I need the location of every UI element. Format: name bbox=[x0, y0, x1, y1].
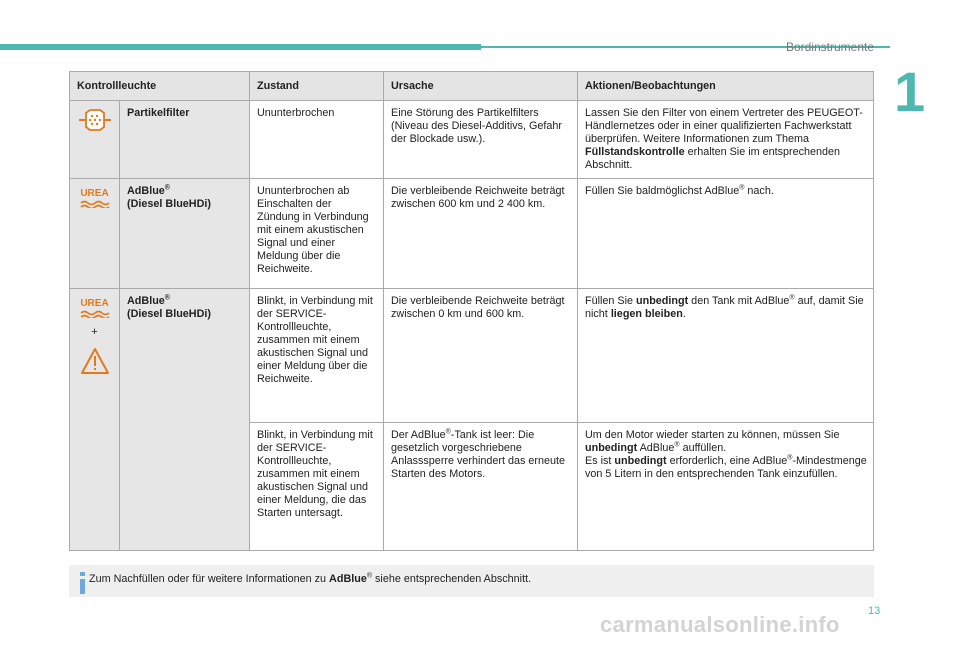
state-cell: Ununterbrochen ab Einschalten der Zündung in Verbindung mit einem akustischen Signal und einer Meldung über die Reichweite. bbox=[250, 179, 384, 289]
action-cell bbox=[578, 289, 874, 423]
registered-mark: ® bbox=[789, 294, 795, 302]
action-bold: unbedingt bbox=[636, 295, 689, 307]
cause-text: -Tank ist leer: Die gesetzlich vorgeschriebene Anlasssperre verhindert das erneute Starten des Motors. bbox=[391, 429, 566, 480]
registered-mark: ® bbox=[674, 441, 680, 449]
info-text-part: siehe entsprechenden Abschnitt. bbox=[372, 573, 532, 585]
info-box bbox=[69, 565, 874, 597]
wave-icon bbox=[80, 200, 110, 208]
column-header-aktionen: Aktionen/Beobachtungen bbox=[578, 72, 874, 101]
light-name bbox=[120, 179, 250, 289]
watermark: carmanualsonline.info bbox=[600, 612, 840, 637]
cause-cell: Die verbleibende Reichweite beträgt zwischen 0 km und 600 km. bbox=[384, 289, 578, 423]
registered-mark: ® bbox=[164, 184, 170, 192]
urea-warning-icon bbox=[80, 298, 110, 318]
chapter-number: 1 bbox=[894, 60, 926, 123]
name-adblue: AdBlue bbox=[127, 185, 165, 197]
service-warning-icon bbox=[80, 347, 110, 375]
top-accent-bar bbox=[0, 44, 481, 50]
registered-mark: ® bbox=[445, 428, 451, 436]
light-name: Partikelfilter bbox=[120, 101, 250, 179]
state-cell: Blinkt, in Verbindung mit der SERVICE-Kontrollleuchte, zusammen mit einem akustischen Signal und einer Meldung, die das Starten untersagt. bbox=[250, 423, 384, 551]
name-sub: (Diesel BlueHDi) bbox=[127, 198, 211, 210]
action-bold: liegen bleiben bbox=[610, 308, 683, 320]
cause-cell: Die verbleibende Reichweite beträgt zwischen 600 km und 2 400 km. bbox=[384, 179, 578, 289]
info-text-part: Zum Nachfüllen oder für weitere Informationen zu bbox=[89, 573, 330, 585]
action-text: Lassen Sie den Filter von einem Vertreter des PEUGEOT-Händlernetzes oder in einer qualifizierten Fachwerkstatt überprüfen. Weitere Informationen zum Thema bbox=[585, 107, 863, 145]
urea-icon-cell bbox=[70, 179, 120, 289]
action-bold: Füllstandskontrolle bbox=[585, 146, 685, 158]
action-cell bbox=[578, 179, 874, 289]
section-title: Bordinstrumente bbox=[785, 40, 874, 54]
info-icon bbox=[76, 572, 90, 594]
urea-service-icon-cell bbox=[70, 289, 120, 551]
table-header-row bbox=[70, 72, 874, 101]
action-text: Füllen Sie bbox=[585, 295, 637, 307]
column-header-kontrollleuchte: Kontrollleuchte bbox=[70, 72, 250, 101]
action-text: nach. bbox=[744, 185, 774, 197]
action-text: . bbox=[682, 308, 686, 320]
registered-mark: ® bbox=[739, 184, 745, 192]
cause-cell: Eine Störung des Partikelfilters (Niveau des Diesel-Additivs, Gefahr der Blockade usw.). bbox=[384, 101, 578, 179]
action-text: -Mindestmenge von 5 Litern in den entsprechenden Tank einzufüllen. bbox=[585, 455, 867, 480]
cause-cell bbox=[384, 423, 578, 551]
action-bold: unbedingt bbox=[614, 455, 667, 467]
table-row bbox=[70, 179, 874, 289]
registered-mark: ® bbox=[164, 294, 170, 302]
registered-mark: ® bbox=[366, 572, 373, 580]
state-cell: Blinkt, in Verbindung mit der SERVICE-Kontrollleuchte, zusammen mit einem akustischen Signal und einer Meldung über die Reichweite. bbox=[250, 289, 384, 423]
urea-icon-label: UREA bbox=[80, 188, 109, 199]
name-sub: (Diesel BlueHDi) bbox=[127, 308, 211, 320]
info-bold: AdBlue bbox=[329, 573, 367, 585]
state-cell: Ununterbrochen bbox=[250, 101, 384, 179]
action-text: erhalten Sie im entsprechenden Abschnitt. bbox=[585, 146, 841, 171]
plus-sign: + bbox=[91, 326, 98, 338]
registered-mark: ® bbox=[787, 454, 793, 462]
action-text: auffüllen. bbox=[679, 442, 727, 454]
action-bold: unbedingt bbox=[585, 442, 638, 454]
action-text: AdBlue bbox=[637, 442, 675, 454]
name-adblue: AdBlue bbox=[127, 295, 165, 307]
table-row bbox=[70, 101, 874, 179]
action-cell bbox=[578, 423, 874, 551]
column-header-zustand: Zustand bbox=[250, 72, 384, 101]
particle-filter-icon-cell bbox=[70, 101, 120, 179]
cause-text: Der AdBlue bbox=[391, 429, 446, 441]
action-text: Um den Motor wieder starten zu können, müssen Sie bbox=[585, 429, 840, 441]
page-number: 13 bbox=[868, 605, 881, 617]
table-row bbox=[70, 289, 874, 423]
action-text: Es ist bbox=[585, 455, 615, 467]
light-name bbox=[120, 289, 250, 551]
column-header-ursache: Ursache bbox=[384, 72, 578, 101]
urea-warning-icon bbox=[80, 188, 110, 208]
action-text: auf, damit Sie nicht bbox=[585, 295, 864, 320]
action-cell bbox=[578, 101, 874, 179]
particle-filter-icon bbox=[78, 109, 112, 131]
action-text: erforderlich, eine AdBlue bbox=[666, 455, 788, 467]
action-text: den Tank mit AdBlue bbox=[688, 295, 790, 307]
info-text bbox=[89, 573, 531, 585]
action-text: Füllen Sie baldmöglichst AdBlue bbox=[585, 185, 740, 197]
warning-lights-table bbox=[69, 71, 874, 551]
urea-icon-label: UREA bbox=[80, 298, 109, 309]
wave-icon bbox=[80, 310, 110, 318]
